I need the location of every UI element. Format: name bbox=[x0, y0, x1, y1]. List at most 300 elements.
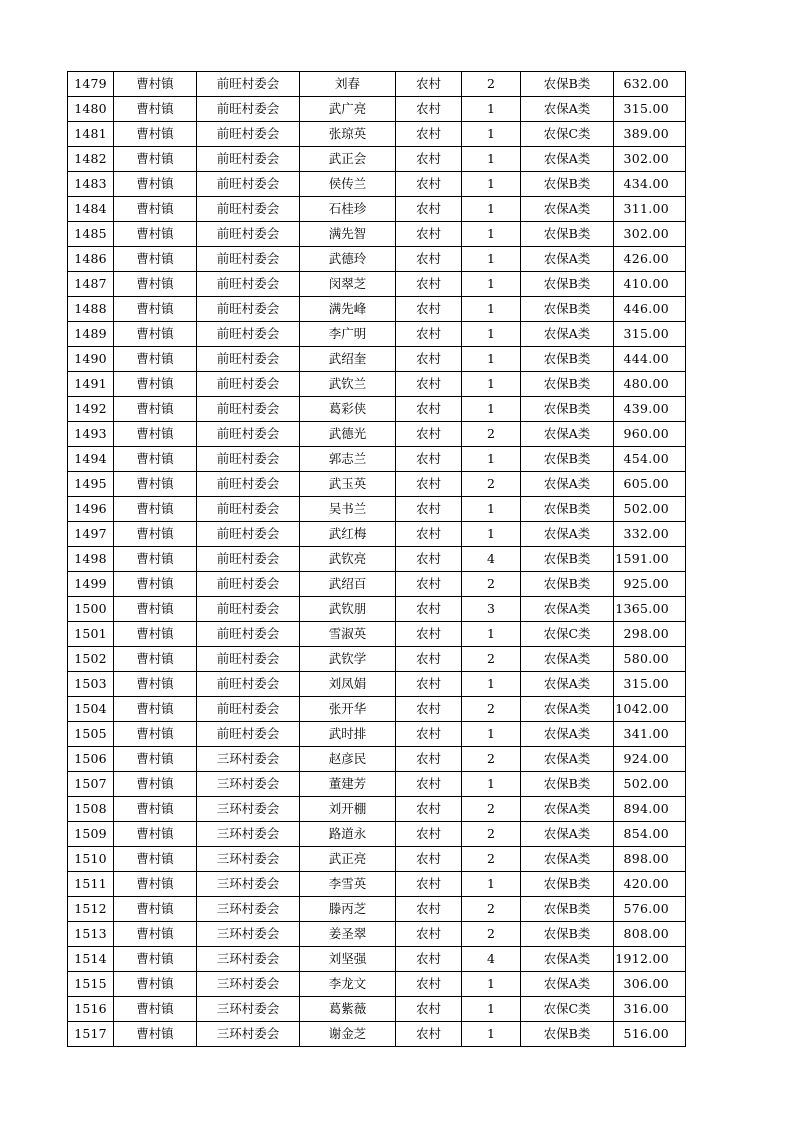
village-cell: 三环村委会 bbox=[197, 922, 300, 947]
row-number-cell: 1496 bbox=[68, 497, 114, 522]
village-cell: 前旺村委会 bbox=[197, 297, 300, 322]
town-cell: 曹村镇 bbox=[114, 922, 197, 947]
household-size-cell: 1 bbox=[462, 247, 521, 272]
area-type-cell: 农村 bbox=[396, 697, 462, 722]
category-cell: 农保A类 bbox=[521, 597, 614, 622]
town-cell: 曹村镇 bbox=[114, 672, 197, 697]
category-cell: 农保C类 bbox=[521, 122, 614, 147]
row-number-cell: 1502 bbox=[68, 647, 114, 672]
town-cell: 曹村镇 bbox=[114, 247, 197, 272]
area-type-cell: 农村 bbox=[396, 797, 462, 822]
village-cell: 三环村委会 bbox=[197, 897, 300, 922]
household-size-cell: 2 bbox=[462, 472, 521, 497]
table-row bbox=[68, 697, 686, 722]
household-size-cell: 1 bbox=[462, 197, 521, 222]
area-type-cell: 农村 bbox=[396, 647, 462, 672]
village-cell: 前旺村委会 bbox=[197, 372, 300, 397]
category-cell: 农保B类 bbox=[521, 347, 614, 372]
village-cell: 前旺村委会 bbox=[197, 447, 300, 472]
amount-cell: 410.00 bbox=[614, 272, 686, 297]
name-cell: 武钦学 bbox=[300, 647, 396, 672]
village-cell: 前旺村委会 bbox=[197, 247, 300, 272]
name-cell: 刘开棚 bbox=[300, 797, 396, 822]
village-cell: 前旺村委会 bbox=[197, 322, 300, 347]
town-cell: 曹村镇 bbox=[114, 1022, 197, 1047]
row-number-cell: 1492 bbox=[68, 397, 114, 422]
amount-cell: 898.00 bbox=[614, 847, 686, 872]
name-cell: 路道永 bbox=[300, 822, 396, 847]
table-row bbox=[68, 122, 686, 147]
village-cell: 前旺村委会 bbox=[197, 672, 300, 697]
category-cell: 农保B类 bbox=[521, 497, 614, 522]
town-cell: 曹村镇 bbox=[114, 147, 197, 172]
category-cell: 农保A类 bbox=[521, 422, 614, 447]
town-cell: 曹村镇 bbox=[114, 222, 197, 247]
town-cell: 曹村镇 bbox=[114, 897, 197, 922]
town-cell: 曹村镇 bbox=[114, 622, 197, 647]
table-row bbox=[68, 947, 686, 972]
area-type-cell: 农村 bbox=[396, 322, 462, 347]
amount-cell: 580.00 bbox=[614, 647, 686, 672]
amount-cell: 302.00 bbox=[614, 222, 686, 247]
village-cell: 前旺村委会 bbox=[197, 147, 300, 172]
table-row bbox=[68, 372, 686, 397]
name-cell: 侯传兰 bbox=[300, 172, 396, 197]
table-row bbox=[68, 847, 686, 872]
row-number-cell: 1485 bbox=[68, 222, 114, 247]
amount-cell: 444.00 bbox=[614, 347, 686, 372]
category-cell: 农保A类 bbox=[521, 947, 614, 972]
area-type-cell: 农村 bbox=[396, 872, 462, 897]
household-size-cell: 1 bbox=[462, 322, 521, 347]
name-cell: 李龙文 bbox=[300, 972, 396, 997]
table-row bbox=[68, 572, 686, 597]
amount-cell: 434.00 bbox=[614, 172, 686, 197]
row-number-cell: 1479 bbox=[68, 72, 114, 97]
category-cell: 农保B类 bbox=[521, 222, 614, 247]
name-cell: 武绍百 bbox=[300, 572, 396, 597]
row-number-cell: 1493 bbox=[68, 422, 114, 447]
village-cell: 前旺村委会 bbox=[197, 522, 300, 547]
amount-cell: 298.00 bbox=[614, 622, 686, 647]
area-type-cell: 农村 bbox=[396, 147, 462, 172]
table-row bbox=[68, 72, 686, 97]
amount-cell: 389.00 bbox=[614, 122, 686, 147]
town-cell: 曹村镇 bbox=[114, 497, 197, 522]
table-row bbox=[68, 772, 686, 797]
amount-cell: 1042.00 bbox=[614, 697, 686, 722]
name-cell: 张开华 bbox=[300, 697, 396, 722]
village-cell: 三环村委会 bbox=[197, 747, 300, 772]
town-cell: 曹村镇 bbox=[114, 172, 197, 197]
table-row bbox=[68, 322, 686, 347]
table-row bbox=[68, 172, 686, 197]
amount-cell: 808.00 bbox=[614, 922, 686, 947]
household-size-cell: 1 bbox=[462, 172, 521, 197]
category-cell: 农保A类 bbox=[521, 147, 614, 172]
name-cell: 滕丙芝 bbox=[300, 897, 396, 922]
table-row bbox=[68, 722, 686, 747]
town-cell: 曹村镇 bbox=[114, 122, 197, 147]
amount-cell: 605.00 bbox=[614, 472, 686, 497]
area-type-cell: 农村 bbox=[396, 447, 462, 472]
town-cell: 曹村镇 bbox=[114, 272, 197, 297]
row-number-cell: 1511 bbox=[68, 872, 114, 897]
row-number-cell: 1483 bbox=[68, 172, 114, 197]
category-cell: 农保A类 bbox=[521, 697, 614, 722]
row-number-cell: 1497 bbox=[68, 522, 114, 547]
household-size-cell: 2 bbox=[462, 922, 521, 947]
category-cell: 农保A类 bbox=[521, 797, 614, 822]
table-row bbox=[68, 622, 686, 647]
row-number-cell: 1499 bbox=[68, 572, 114, 597]
village-cell: 三环村委会 bbox=[197, 822, 300, 847]
amount-cell: 341.00 bbox=[614, 722, 686, 747]
table-row bbox=[68, 397, 686, 422]
category-cell: 农保A类 bbox=[521, 822, 614, 847]
name-cell: 武绍奎 bbox=[300, 347, 396, 372]
amount-cell: 315.00 bbox=[614, 97, 686, 122]
area-type-cell: 农村 bbox=[396, 822, 462, 847]
town-cell: 曹村镇 bbox=[114, 372, 197, 397]
row-number-cell: 1512 bbox=[68, 897, 114, 922]
row-number-cell: 1495 bbox=[68, 472, 114, 497]
town-cell: 曹村镇 bbox=[114, 397, 197, 422]
village-cell: 前旺村委会 bbox=[197, 497, 300, 522]
amount-cell: 925.00 bbox=[614, 572, 686, 597]
village-cell: 三环村委会 bbox=[197, 847, 300, 872]
table-row bbox=[68, 597, 686, 622]
amount-cell: 420.00 bbox=[614, 872, 686, 897]
category-cell: 农保A类 bbox=[521, 322, 614, 347]
household-size-cell: 2 bbox=[462, 572, 521, 597]
name-cell: 武钦兰 bbox=[300, 372, 396, 397]
name-cell: 武正亮 bbox=[300, 847, 396, 872]
household-size-cell: 1 bbox=[462, 97, 521, 122]
table-body bbox=[68, 72, 686, 1047]
row-number-cell: 1489 bbox=[68, 322, 114, 347]
town-cell: 曹村镇 bbox=[114, 197, 197, 222]
name-cell: 武广亮 bbox=[300, 97, 396, 122]
row-number-cell: 1494 bbox=[68, 447, 114, 472]
row-number-cell: 1517 bbox=[68, 1022, 114, 1047]
village-cell: 三环村委会 bbox=[197, 772, 300, 797]
town-cell: 曹村镇 bbox=[114, 472, 197, 497]
area-type-cell: 农村 bbox=[396, 347, 462, 372]
name-cell: 刘春 bbox=[300, 72, 396, 97]
amount-cell: 960.00 bbox=[614, 422, 686, 447]
amount-cell: 332.00 bbox=[614, 522, 686, 547]
village-cell: 三环村委会 bbox=[197, 797, 300, 822]
category-cell: 农保B类 bbox=[521, 372, 614, 397]
town-cell: 曹村镇 bbox=[114, 297, 197, 322]
amount-cell: 632.00 bbox=[614, 72, 686, 97]
name-cell: 李雪英 bbox=[300, 872, 396, 897]
category-cell: 农保B类 bbox=[521, 572, 614, 597]
category-cell: 农保B类 bbox=[521, 897, 614, 922]
name-cell: 雪淑英 bbox=[300, 622, 396, 647]
table-row bbox=[68, 472, 686, 497]
village-cell: 前旺村委会 bbox=[197, 172, 300, 197]
village-cell: 三环村委会 bbox=[197, 972, 300, 997]
category-cell: 农保C类 bbox=[521, 997, 614, 1022]
area-type-cell: 农村 bbox=[396, 397, 462, 422]
area-type-cell: 农村 bbox=[396, 722, 462, 747]
name-cell: 闵翠芝 bbox=[300, 272, 396, 297]
area-type-cell: 农村 bbox=[396, 847, 462, 872]
table-row bbox=[68, 1022, 686, 1047]
row-number-cell: 1505 bbox=[68, 722, 114, 747]
table-row bbox=[68, 897, 686, 922]
category-cell: 农保B类 bbox=[521, 272, 614, 297]
category-cell: 农保B类 bbox=[521, 547, 614, 572]
village-cell: 三环村委会 bbox=[197, 997, 300, 1022]
household-size-cell: 1 bbox=[462, 497, 521, 522]
town-cell: 曹村镇 bbox=[114, 522, 197, 547]
town-cell: 曹村镇 bbox=[114, 422, 197, 447]
area-type-cell: 农村 bbox=[396, 497, 462, 522]
town-cell: 曹村镇 bbox=[114, 572, 197, 597]
category-cell: 农保B类 bbox=[521, 447, 614, 472]
table-row bbox=[68, 197, 686, 222]
village-cell: 三环村委会 bbox=[197, 1022, 300, 1047]
table-row bbox=[68, 547, 686, 572]
town-cell: 曹村镇 bbox=[114, 872, 197, 897]
village-cell: 前旺村委会 bbox=[197, 597, 300, 622]
row-number-cell: 1480 bbox=[68, 97, 114, 122]
village-cell: 前旺村委会 bbox=[197, 197, 300, 222]
amount-cell: 1591.00 bbox=[614, 547, 686, 572]
village-cell: 前旺村委会 bbox=[197, 72, 300, 97]
amount-cell: 502.00 bbox=[614, 772, 686, 797]
table-row bbox=[68, 297, 686, 322]
town-cell: 曹村镇 bbox=[114, 447, 197, 472]
household-size-cell: 3 bbox=[462, 597, 521, 622]
row-number-cell: 1490 bbox=[68, 347, 114, 372]
name-cell: 满先峰 bbox=[300, 297, 396, 322]
name-cell: 郭志兰 bbox=[300, 447, 396, 472]
amount-cell: 516.00 bbox=[614, 1022, 686, 1047]
table-row bbox=[68, 147, 686, 172]
name-cell: 满先智 bbox=[300, 222, 396, 247]
table-row bbox=[68, 497, 686, 522]
name-cell: 武红梅 bbox=[300, 522, 396, 547]
town-cell: 曹村镇 bbox=[114, 597, 197, 622]
area-type-cell: 农村 bbox=[396, 72, 462, 97]
name-cell: 武钦朋 bbox=[300, 597, 396, 622]
household-size-cell: 1 bbox=[462, 447, 521, 472]
name-cell: 武德光 bbox=[300, 422, 396, 447]
area-type-cell: 农村 bbox=[396, 272, 462, 297]
name-cell: 刘坚强 bbox=[300, 947, 396, 972]
name-cell: 董建芳 bbox=[300, 772, 396, 797]
area-type-cell: 农村 bbox=[396, 922, 462, 947]
area-type-cell: 农村 bbox=[396, 222, 462, 247]
village-cell: 前旺村委会 bbox=[197, 647, 300, 672]
household-size-cell: 1 bbox=[462, 522, 521, 547]
row-number-cell: 1503 bbox=[68, 672, 114, 697]
household-size-cell: 1 bbox=[462, 147, 521, 172]
category-cell: 农保A类 bbox=[521, 247, 614, 272]
table-row bbox=[68, 647, 686, 672]
household-size-cell: 2 bbox=[462, 797, 521, 822]
household-size-cell: 2 bbox=[462, 897, 521, 922]
village-cell: 前旺村委会 bbox=[197, 722, 300, 747]
area-type-cell: 农村 bbox=[396, 672, 462, 697]
area-type-cell: 农村 bbox=[396, 297, 462, 322]
row-number-cell: 1515 bbox=[68, 972, 114, 997]
table-row bbox=[68, 447, 686, 472]
amount-cell: 576.00 bbox=[614, 897, 686, 922]
data-table bbox=[67, 71, 686, 1047]
amount-cell: 315.00 bbox=[614, 322, 686, 347]
table-row bbox=[68, 272, 686, 297]
row-number-cell: 1500 bbox=[68, 597, 114, 622]
village-cell: 前旺村委会 bbox=[197, 472, 300, 497]
area-type-cell: 农村 bbox=[396, 947, 462, 972]
household-size-cell: 1 bbox=[462, 122, 521, 147]
table-row bbox=[68, 972, 686, 997]
name-cell: 姜圣翠 bbox=[300, 922, 396, 947]
category-cell: 农保A类 bbox=[521, 197, 614, 222]
town-cell: 曹村镇 bbox=[114, 947, 197, 972]
area-type-cell: 农村 bbox=[396, 197, 462, 222]
household-size-cell: 1 bbox=[462, 997, 521, 1022]
category-cell: 农保A类 bbox=[521, 722, 614, 747]
row-number-cell: 1506 bbox=[68, 747, 114, 772]
village-cell: 前旺村委会 bbox=[197, 547, 300, 572]
row-number-cell: 1491 bbox=[68, 372, 114, 397]
household-size-cell: 2 bbox=[462, 647, 521, 672]
household-size-cell: 1 bbox=[462, 1022, 521, 1047]
table-row bbox=[68, 672, 686, 697]
town-cell: 曹村镇 bbox=[114, 72, 197, 97]
area-type-cell: 农村 bbox=[396, 547, 462, 572]
row-number-cell: 1510 bbox=[68, 847, 114, 872]
row-number-cell: 1488 bbox=[68, 297, 114, 322]
town-cell: 曹村镇 bbox=[114, 647, 197, 672]
town-cell: 曹村镇 bbox=[114, 997, 197, 1022]
amount-cell: 924.00 bbox=[614, 747, 686, 772]
amount-cell: 1912.00 bbox=[614, 947, 686, 972]
name-cell: 张琼英 bbox=[300, 122, 396, 147]
area-type-cell: 农村 bbox=[396, 597, 462, 622]
amount-cell: 1365.00 bbox=[614, 597, 686, 622]
row-number-cell: 1486 bbox=[68, 247, 114, 272]
town-cell: 曹村镇 bbox=[114, 97, 197, 122]
table-row bbox=[68, 247, 686, 272]
row-number-cell: 1513 bbox=[68, 922, 114, 947]
household-size-cell: 1 bbox=[462, 872, 521, 897]
area-type-cell: 农村 bbox=[396, 122, 462, 147]
table-row bbox=[68, 747, 686, 772]
table-row bbox=[68, 922, 686, 947]
household-size-cell: 1 bbox=[462, 347, 521, 372]
household-size-cell: 1 bbox=[462, 372, 521, 397]
area-type-cell: 农村 bbox=[396, 472, 462, 497]
household-size-cell: 2 bbox=[462, 822, 521, 847]
category-cell: 农保B类 bbox=[521, 397, 614, 422]
area-type-cell: 农村 bbox=[396, 372, 462, 397]
household-size-cell: 1 bbox=[462, 722, 521, 747]
town-cell: 曹村镇 bbox=[114, 347, 197, 372]
amount-cell: 311.00 bbox=[614, 197, 686, 222]
village-cell: 前旺村委会 bbox=[197, 222, 300, 247]
area-type-cell: 农村 bbox=[396, 522, 462, 547]
area-type-cell: 农村 bbox=[396, 772, 462, 797]
row-number-cell: 1487 bbox=[68, 272, 114, 297]
household-size-cell: 2 bbox=[462, 847, 521, 872]
amount-cell: 439.00 bbox=[614, 397, 686, 422]
village-cell: 三环村委会 bbox=[197, 947, 300, 972]
name-cell: 武正会 bbox=[300, 147, 396, 172]
household-size-cell: 1 bbox=[462, 222, 521, 247]
village-cell: 前旺村委会 bbox=[197, 272, 300, 297]
household-size-cell: 2 bbox=[462, 747, 521, 772]
category-cell: 农保A类 bbox=[521, 472, 614, 497]
category-cell: 农保A类 bbox=[521, 672, 614, 697]
name-cell: 石桂珍 bbox=[300, 197, 396, 222]
amount-cell: 502.00 bbox=[614, 497, 686, 522]
amount-cell: 306.00 bbox=[614, 972, 686, 997]
table-row bbox=[68, 97, 686, 122]
household-size-cell: 1 bbox=[462, 972, 521, 997]
area-type-cell: 农村 bbox=[396, 572, 462, 597]
category-cell: 农保B类 bbox=[521, 172, 614, 197]
row-number-cell: 1504 bbox=[68, 697, 114, 722]
name-cell: 武德玲 bbox=[300, 247, 396, 272]
household-size-cell: 2 bbox=[462, 422, 521, 447]
amount-cell: 316.00 bbox=[614, 997, 686, 1022]
row-number-cell: 1509 bbox=[68, 822, 114, 847]
name-cell: 武时排 bbox=[300, 722, 396, 747]
village-cell: 前旺村委会 bbox=[197, 422, 300, 447]
area-type-cell: 农村 bbox=[396, 1022, 462, 1047]
table-row bbox=[68, 522, 686, 547]
table-row bbox=[68, 222, 686, 247]
household-size-cell: 1 bbox=[462, 272, 521, 297]
village-cell: 前旺村委会 bbox=[197, 397, 300, 422]
category-cell: 农保A类 bbox=[521, 972, 614, 997]
household-size-cell: 1 bbox=[462, 297, 521, 322]
row-number-cell: 1501 bbox=[68, 622, 114, 647]
row-number-cell: 1484 bbox=[68, 197, 114, 222]
row-number-cell: 1507 bbox=[68, 772, 114, 797]
row-number-cell: 1482 bbox=[68, 147, 114, 172]
name-cell: 赵彦民 bbox=[300, 747, 396, 772]
table-row bbox=[68, 997, 686, 1022]
table-row bbox=[68, 822, 686, 847]
name-cell: 葛紫薇 bbox=[300, 997, 396, 1022]
household-size-cell: 2 bbox=[462, 697, 521, 722]
table-row bbox=[68, 872, 686, 897]
row-number-cell: 1481 bbox=[68, 122, 114, 147]
area-type-cell: 农村 bbox=[396, 972, 462, 997]
area-type-cell: 农村 bbox=[396, 747, 462, 772]
category-cell: 农保B类 bbox=[521, 872, 614, 897]
category-cell: 农保B类 bbox=[521, 772, 614, 797]
name-cell: 武钦亮 bbox=[300, 547, 396, 572]
table-row bbox=[68, 422, 686, 447]
row-number-cell: 1508 bbox=[68, 797, 114, 822]
town-cell: 曹村镇 bbox=[114, 722, 197, 747]
town-cell: 曹村镇 bbox=[114, 772, 197, 797]
town-cell: 曹村镇 bbox=[114, 747, 197, 772]
category-cell: 农保A类 bbox=[521, 647, 614, 672]
category-cell: 农保A类 bbox=[521, 522, 614, 547]
household-size-cell: 1 bbox=[462, 622, 521, 647]
town-cell: 曹村镇 bbox=[114, 322, 197, 347]
